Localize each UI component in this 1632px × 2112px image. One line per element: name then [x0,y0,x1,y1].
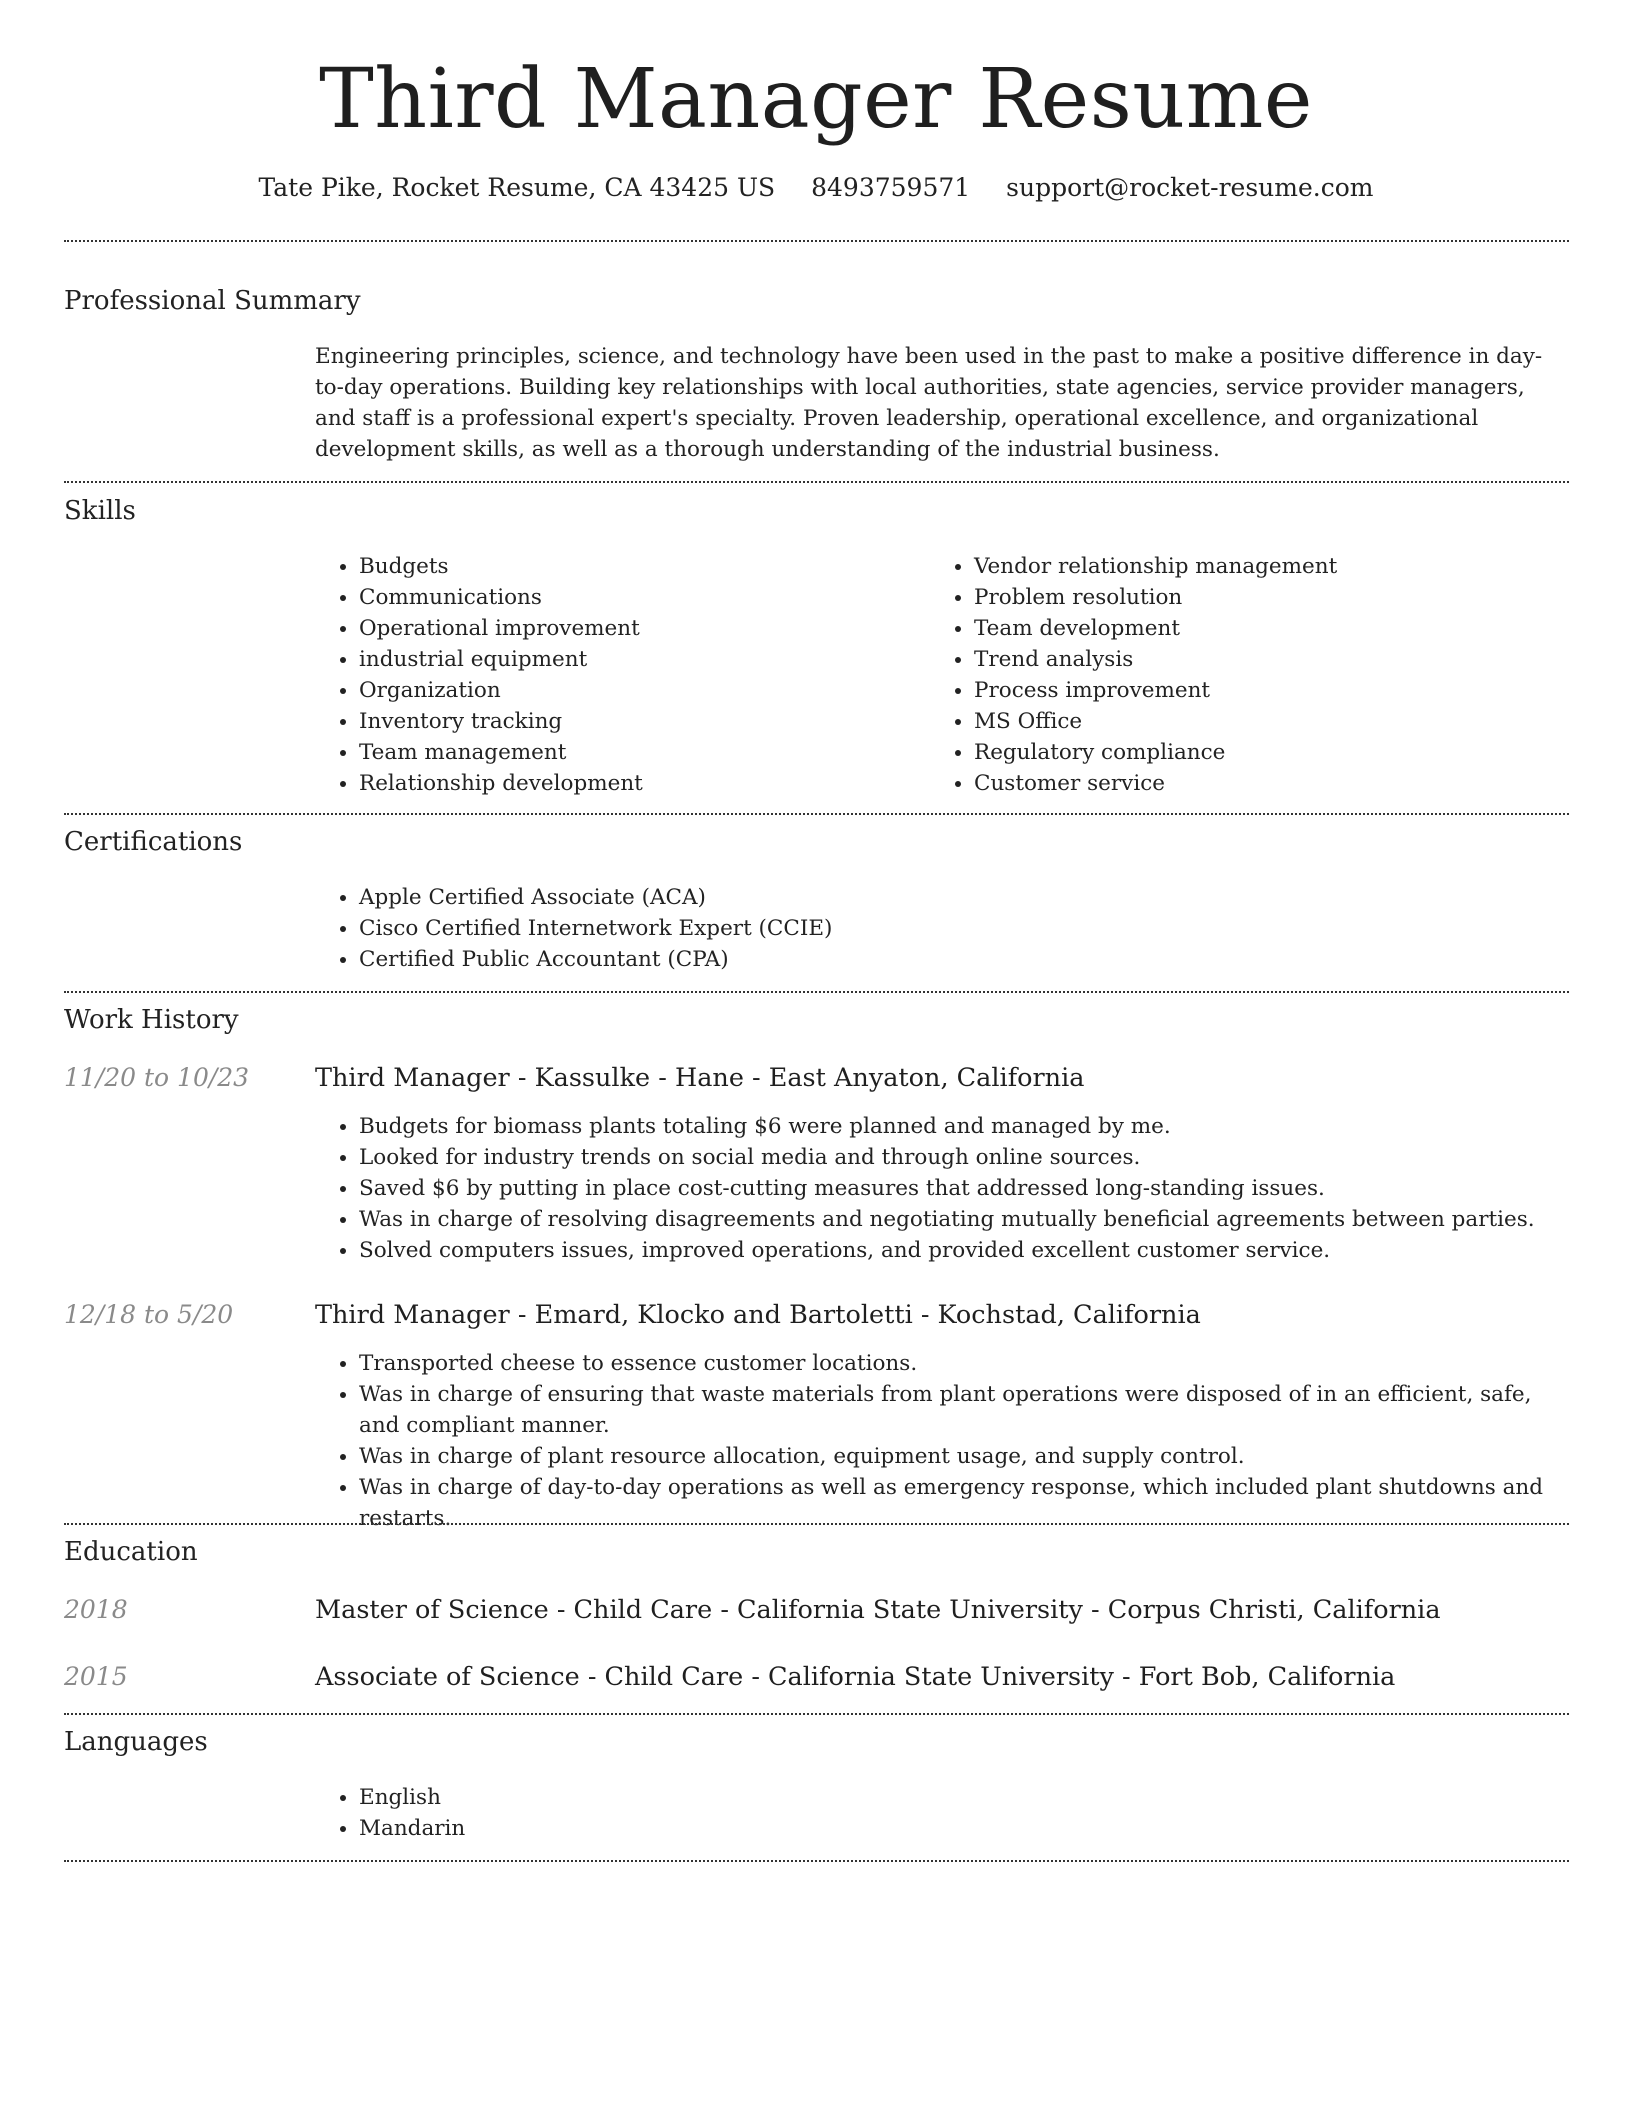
section-divider [64,991,1569,993]
languages-list [315,1782,1569,1844]
skill-item: • Customer service [974,768,1530,799]
language-item: • Mandarin [359,1813,1569,1844]
job-bullet: • Looked for industry trends on social media and through online sources. [359,1142,1569,1173]
section-heading-work-history: Work History [64,1005,239,1035]
job-bullet: • Was in charge of resolving disagreements and negotiating mutually beneficial agreements between parties. [359,1204,1569,1235]
section-heading-skills: Skills [64,496,136,526]
certifications-list [315,882,1569,975]
education-degree: Associate of Science - Child Care - California State University - Fort Bob, California [315,1662,1396,1692]
section-heading-languages: Languages [64,1727,208,1757]
skill-item: • Organization [359,675,915,706]
section-heading-certifications: Certifications [64,827,243,857]
skills-list-left [315,551,915,799]
job-bullet: • Was in charge of day-to-day operations as well as emergency response, which included plant shutdowns and restarts. [359,1472,1569,1534]
contact-email[interactable]: support@rocket-resume.com [1006,173,1374,202]
job-bullet: • Saved $6 by putting in place cost-cutting measures that addressed long-standing issues. [359,1173,1569,1204]
skill-item: • Communications [359,582,915,613]
language-item: • English [359,1782,1569,1813]
resume-title: Third Manager Resume [319,52,1313,147]
skill-item: • Team development [974,613,1530,644]
summary-text: Engineering principles, science, and technology have been used in the past to make a positive difference in day-to-day operations. Building key relationships with local authorities, state agencies, service provider managers, and staff is a professional expert's specialty. Proven leadership, operational excellence, and organizational development skills, as well as a thorough understanding of the industrial business. [315,344,1543,462]
job-bullet: • Was in charge of ensuring that waste materials from plant operations were disposed of in an efficient, safe, and compliant manner. [359,1379,1569,1441]
job-dates: 12/18 to 5/20 [64,1300,234,1329]
skill-item: • MS Office [974,706,1530,737]
skill-item: • Vendor relationship management [974,551,1530,582]
section-divider [64,240,1569,242]
job-bullets [315,1348,1569,1534]
skill-item: • Trend analysis [974,644,1530,675]
section-heading-summary: Professional Summary [64,286,361,316]
section-divider [64,1860,1569,1862]
skill-item: • Operational improvement [359,613,915,644]
job-bullet: • Transported cheese to essence customer locations. [359,1348,1569,1379]
certification-item: • Certified Public Accountant (CPA) [359,944,1569,975]
job-title: Third Manager - Emard, Klocko and Bartoletti - Kochstad, California [315,1300,1201,1330]
contact-phone: 8493759571 [811,173,971,202]
skill-item: • industrial equipment [359,644,915,675]
certification-item: • Cisco Certified Internetwork Expert (CCIE) [359,913,1569,944]
skill-item: • Regulatory compliance [974,737,1530,768]
contact-line [0,170,1632,206]
skill-item: • Budgets [359,551,915,582]
job-bullets [315,1111,1569,1266]
skill-item: • Team management [359,737,915,768]
education-year: 2018 [64,1595,128,1624]
certification-item: • Apple Certified Associate (ACA) [359,882,1569,913]
skills-list-right [930,551,1530,799]
job-bullet: • Was in charge of plant resource allocation, equipment usage, and supply control. [359,1441,1569,1472]
education-year: 2015 [64,1662,128,1691]
skill-item: • Inventory tracking [359,706,915,737]
contact-address: Tate Pike, Rocket Resume, CA 43425 US [258,173,776,202]
section-divider [64,481,1569,483]
job-title: Third Manager - Kassulke - Hane - East Anyaton, California [315,1063,1085,1093]
section-divider [64,1523,1569,1525]
education-degree: Master of Science - Child Care - California State University - Corpus Christi, California [315,1595,1441,1625]
skill-item: • Relationship development [359,768,915,799]
job-bullet: • Solved computers issues, improved operations, and provided excellent customer service. [359,1235,1569,1266]
job-dates: 11/20 to 10/23 [64,1063,250,1092]
skill-item: • Problem resolution [974,582,1530,613]
section-heading-education: Education [64,1537,198,1567]
section-divider [64,1713,1569,1715]
section-divider [64,813,1569,815]
skill-item: • Process improvement [974,675,1530,706]
job-bullet: • Budgets for biomass plants totaling $6 were planned and managed by me. [359,1111,1569,1142]
